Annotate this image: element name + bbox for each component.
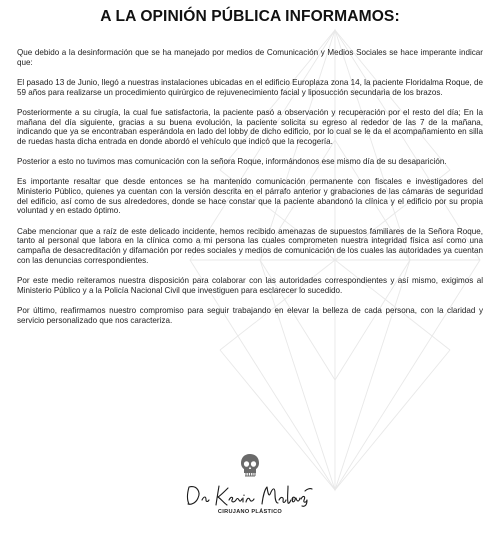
paragraph-threats: Cabe mencionar que a raíz de este delicado incidente, hemos recibido amenazas de supuestos familiares de la Señora Roque, tanto al personal que labora en la clínica como a mi persona las cuales comprometen nuestra integridad física así como una campaña de desacreditación y difamación por redes sociales y medios de comunicación de los cuales las autoridades ya cuentan con las denuncias correspondientes. — [17, 226, 483, 265]
paragraph-arrival: El pasado 13 de Junio, llegó a nuestras instalaciones ubicadas en el edificio Europlaza zona 14, la paciente Floridalma Roque, de 59 años para realizarse un procedimiento quirúrgico de rejuvenecimiento facial y liposucción secundaria de los brazos. — [17, 77, 483, 97]
paragraph-closing: Por último, reafirmamos nuestro compromiso para seguir trabajando en elevar la belleza de cada persona, con la claridad y servicio personalizado que nos caracteriza. — [17, 305, 483, 325]
page-title: A LA OPINIÓN PÚBLICA INFORMAMOS: — [100, 8, 400, 25]
paragraph-collaboration: Por este medio reiteramos nuestra disposición para colaborar con las autoridades correspondientes y así mismo, exigimos al Ministerio Público y a la Policía Nacional Civil que investiguen para esclarecer lo sucedido. — [17, 275, 483, 295]
paragraph-intro: Que debido a la desinformación que se ha manejado por medios de Comunicación y Medios Sociales se hace imperante indicar que: — [17, 48, 483, 67]
paragraph-disappearance: Posterior a esto no tuvimos mas comunicación con la señora Roque, informándonos ese mismo día de su desaparición. — [17, 157, 447, 167]
paragraph-recovery: Posteriormente a su cirugía, la cual fue satisfactoria, la paciente pasó a observación y recuperación por el resto del día; En la mañana del día siguiente, gracias a su buena evolución, la paciente solicita su egreso al rededor de las 7 de la mañana, indicando que ya se encontraban esperándola en lado del lobby de dicho edificio, por lo cual se le da el acompañamiento en silla de ruedas hasta dicha entrada en donde abordó el vehículo que indicó que la recogería. — [17, 107, 483, 146]
signature-block — [0, 452, 500, 515]
paragraph-investigation: Es importante resaltar que desde entonces se ha mantenido comunicación permanente con fiscales e investigadores del Ministerio Público, quienes ya cuentan con la versión descrita en el párrafo anterior y grabaciones de las cámaras de seguridad del edificio, así como de sus alrededores, donde se hace constar que la paciente abandonó la clínica y el edificio por su propia voluntad y en estado óptimo. — [17, 177, 483, 216]
handwritten-signature — [183, 482, 317, 508]
signature-title: CIRUJANO PLÁSTICO — [217, 509, 283, 515]
skull-icon — [237, 452, 263, 478]
